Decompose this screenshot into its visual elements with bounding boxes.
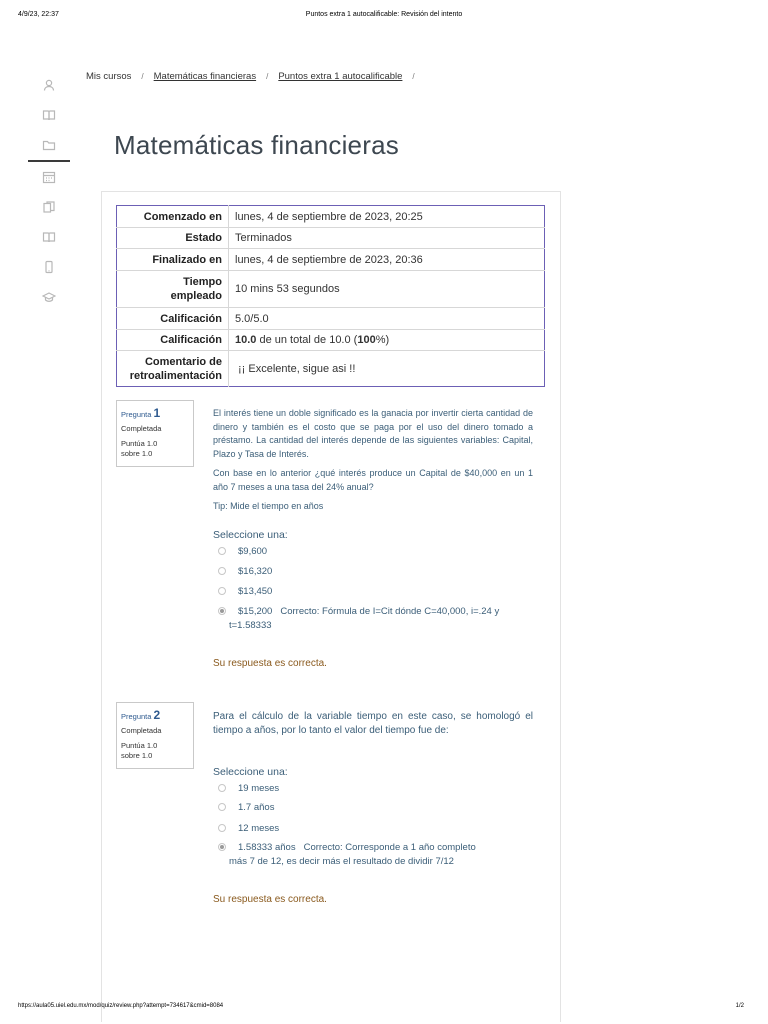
- question-number: 1: [153, 406, 161, 420]
- summary-value: lunes, 4 de septiembre de 2023, 20:36: [229, 249, 545, 271]
- summary-key: Comenzado en: [117, 206, 229, 228]
- radio-button[interactable]: [218, 547, 226, 555]
- attempt-summary-table: [116, 205, 545, 387]
- summary-value: ¡¡ Excelente, sigue asi !!: [229, 351, 545, 387]
- question-paragraph: Para el cálculo de la variable tiempo en este caso, se homologó el tiempo a años, por lo tanto el valor del tiempo fue de:: [213, 711, 533, 736]
- question-state: Completada: [121, 726, 162, 735]
- sidebar-item-profile[interactable]: [28, 70, 70, 100]
- option-feedback: Correcto: Fórmula de I=Cit dónde C=40,000, i=.24 y: [280, 606, 500, 617]
- summary-key: [117, 351, 229, 387]
- radio-button-checked[interactable]: [218, 607, 226, 615]
- question-points-value: Puntúa 1.0: [121, 439, 158, 448]
- grade-end: %): [375, 334, 390, 346]
- sidebar-item-academic[interactable]: [28, 282, 70, 312]
- option-text: $13,450: [238, 586, 273, 597]
- breadcrumb-quiz[interactable]: Puntos extra 1 autocalificable: [278, 71, 403, 82]
- summary-value: 5.0/5.0: [229, 308, 545, 330]
- question-paragraph: El interés tiene un doble significado es la ganacia por invertir cierta cantidad de dinero y también es el costo que se paga por el uso del dinero tomado a préstamo. La cantidad del interés depende de las siguientes variables: Capital, Plazo y Tasa de Interés.: [213, 408, 533, 459]
- option-text: 1.58333 años: [238, 842, 296, 853]
- page-title: Matemáticas financieras: [114, 130, 399, 160]
- breadcrumb-separator: /: [266, 72, 269, 81]
- summary-row: [117, 330, 545, 351]
- sidebar: [28, 70, 70, 312]
- summary-key: Estado: [117, 228, 229, 249]
- print-timestamp: 4/9/23, 22:37: [18, 11, 59, 18]
- question-info-1: [116, 400, 194, 467]
- grade-percent: 100: [357, 334, 376, 346]
- radio-button[interactable]: [218, 587, 226, 595]
- question-points-value: Puntúa 1.0: [121, 741, 158, 750]
- graduation-cap-icon: [42, 290, 56, 304]
- folder-icon: [42, 138, 56, 152]
- select-label: Seleccione una:: [213, 766, 288, 778]
- calendar-icon: [42, 170, 56, 184]
- summary-key-line: retroalimentación: [129, 369, 222, 382]
- print-page-title: Puntos extra 1 autocalificable: Revisión del intento: [305, 11, 463, 18]
- option-text: $9,600: [238, 546, 268, 557]
- book-icon: [42, 108, 56, 122]
- question-label: Pregunta: [121, 712, 152, 721]
- option-feedback: Correcto: Corresponde a 1 año completo: [303, 842, 476, 853]
- answer-option-selected[interactable]: [218, 841, 538, 869]
- grade-value: 10.0: [235, 334, 257, 346]
- question-result: Su respuesta es correcta.: [213, 894, 327, 905]
- question-label: Pregunta: [121, 410, 152, 419]
- summary-value: Terminados: [229, 228, 545, 249]
- summary-key: Calificación: [117, 308, 229, 330]
- question-text-2: [213, 710, 533, 743]
- summary-key: Finalizado en: [117, 249, 229, 271]
- copy-icon: [42, 200, 56, 214]
- summary-key: [117, 271, 229, 308]
- answer-option[interactable]: [218, 545, 538, 559]
- sidebar-item-library[interactable]: [28, 222, 70, 252]
- radio-button[interactable]: [218, 784, 226, 792]
- question-points: [121, 439, 189, 459]
- radio-button[interactable]: [218, 803, 226, 811]
- sidebar-item-courses[interactable]: [28, 100, 70, 130]
- breadcrumb-separator: /: [412, 72, 415, 81]
- sidebar-item-files[interactable]: [28, 130, 70, 162]
- sidebar-item-mobile[interactable]: [28, 252, 70, 282]
- question-number: 2: [153, 708, 161, 722]
- summary-row: [117, 308, 545, 330]
- summary-row: [117, 271, 545, 308]
- answer-option[interactable]: [218, 801, 538, 815]
- summary-value: lunes, 4 de septiembre de 2023, 20:25: [235, 210, 423, 223]
- breadcrumb-separator: /: [141, 72, 144, 81]
- summary-key-line: Comentario de: [144, 355, 222, 368]
- question-info-2: [116, 702, 194, 769]
- question-state: Completada: [121, 424, 162, 433]
- summary-row: [117, 249, 545, 271]
- answer-option-selected[interactable]: [218, 605, 538, 633]
- summary-value: [229, 330, 545, 351]
- question-text-1: [213, 407, 533, 520]
- grade-mid: de un total de 10.0 (: [256, 334, 358, 346]
- breadcrumb-my-courses[interactable]: Mis cursos: [86, 71, 132, 82]
- summary-row: [117, 351, 545, 387]
- question-max-points: sobre 1.0: [121, 449, 153, 458]
- summary-row: [117, 228, 545, 249]
- summary-key-line: Tiempo: [183, 276, 222, 288]
- answer-option[interactable]: [218, 565, 538, 579]
- radio-button[interactable]: [218, 824, 226, 832]
- option-text: 12 meses: [238, 823, 280, 834]
- question-points: [121, 741, 189, 761]
- sidebar-item-calendar[interactable]: [28, 162, 70, 192]
- summary-row: [117, 206, 545, 228]
- print-page-number: 1/2: [735, 1003, 744, 1009]
- breadcrumb: [86, 71, 425, 82]
- mobile-icon: [42, 260, 56, 274]
- summary-key: Calificación: [117, 330, 229, 351]
- answer-option[interactable]: [218, 782, 538, 796]
- option-text: 1.7 años: [238, 802, 275, 813]
- question-max-points: sobre 1.0: [121, 751, 153, 760]
- user-icon: [42, 78, 56, 92]
- breadcrumb-course[interactable]: Matemáticas financieras: [153, 71, 257, 82]
- answer-option[interactable]: [218, 585, 538, 599]
- question-paragraph: Con base en lo anterior ¿qué interés produce un Capital de $40,000 en un 1 año 7 meses a una tasa del 24% anual?: [213, 468, 533, 492]
- option-text: $16,320: [238, 566, 273, 577]
- option-text: $15,200: [238, 606, 273, 617]
- sidebar-item-content[interactable]: [28, 192, 70, 222]
- radio-button[interactable]: [218, 567, 226, 575]
- summary-value: 10 mins 53 segundos: [229, 271, 545, 308]
- select-label: Seleccione una:: [213, 529, 288, 541]
- option-feedback-cont: más 7 de 12, es decir más el resultado de dividir 7/12: [229, 856, 454, 867]
- question-tip: Tip: Mide el tiempo en años: [213, 501, 324, 511]
- answer-option[interactable]: [218, 822, 538, 836]
- book-icon: [42, 230, 56, 244]
- question-result: Su respuesta es correcta.: [213, 658, 327, 669]
- option-text: 19 meses: [238, 783, 280, 794]
- radio-button-checked[interactable]: [218, 843, 226, 851]
- summary-key-line: empleado: [170, 290, 222, 302]
- option-feedback-cont: t=1.58333: [229, 620, 272, 631]
- print-url: https://aula05.uiel.edu.mx/mod/quiz/review.php?attempt=734617&cmid=8084: [18, 1003, 224, 1009]
